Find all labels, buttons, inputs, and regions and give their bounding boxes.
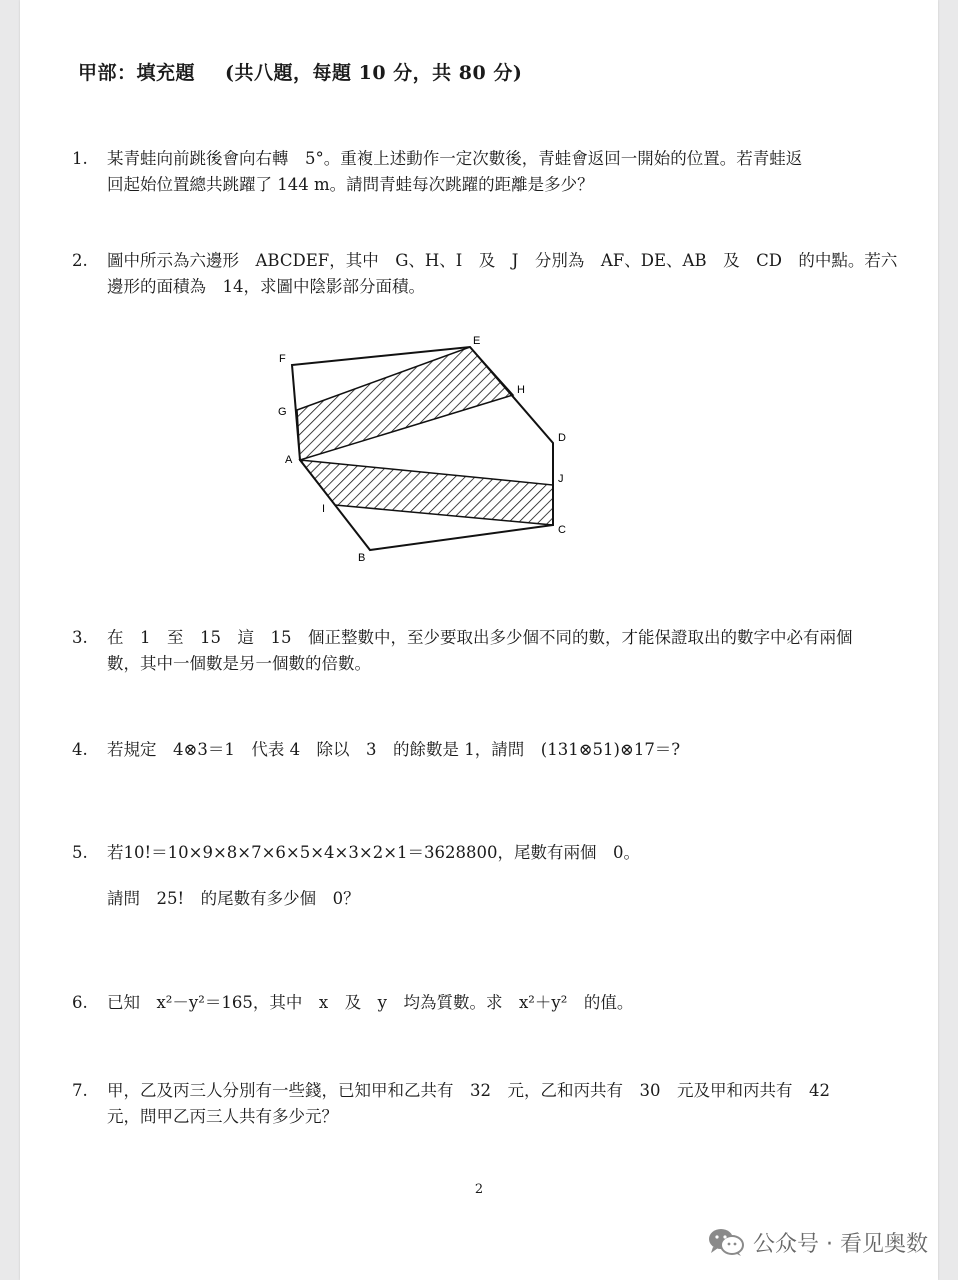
question-text-line: 回起始位置總共跳躍了 144 m。請問青蛙每次跳躍的距離是多少？ (107, 175, 594, 194)
shaded-region-lower (300, 460, 553, 525)
question-number: 5. (72, 843, 88, 862)
section-title: 甲部：填充題 (78, 62, 196, 84)
question-text-line: 某青蛙向前跳後會向右轉 5°。重複上述動作一定次數後，青蛙會返回一開始的位置。若青蛙返 (107, 149, 803, 168)
label-I: I (322, 503, 326, 515)
label-J: J (558, 473, 564, 485)
question-text-line: 在 1 至 15 這 15 個正整數中，至少要取出多少個不同的數，才能保證取出的數字中必有兩個 (107, 628, 853, 647)
question-text-line: 請問 25! 的尾數有多少個 0？ (107, 889, 360, 908)
question-1 (72, 146, 892, 198)
question-text-line: 元，問甲乙丙三人共有多少元？ (107, 1107, 338, 1126)
question-2 (72, 248, 898, 300)
question-text-line: 數，其中一個數是另一個數的倍數。 (107, 654, 371, 673)
question-3 (72, 625, 892, 677)
question-text-line: 已知 x²－y²＝165，其中 x 及 y 均為質數。求 x²＋y² 的值。 (107, 993, 634, 1012)
question-text-line: 若10!＝10×9×8×7×6×5×4×3×2×1＝3628800，尾數有兩個 0。 (107, 843, 641, 862)
label-D: D (558, 432, 566, 444)
question-number: 6. (72, 993, 88, 1012)
question-number: 2. (72, 251, 88, 270)
exam-page (20, 0, 938, 1280)
question-text-line: 邊形的面積為 14，求圖中陰影部分面積。 (107, 277, 425, 296)
wechat-icon (707, 1226, 745, 1258)
hexagon-diagram (270, 325, 600, 565)
hexagon-figure (270, 325, 600, 565)
question-5 (72, 840, 892, 912)
label-F: F (279, 353, 286, 365)
shaded-region-upper (297, 347, 513, 460)
watermark-text: 公众号 · 看见奥数 (753, 1231, 928, 1257)
section-subtitle: (共八題，每題 10 分，共 80 分) (225, 62, 523, 84)
section-heading (78, 58, 522, 85)
label-E: E (473, 335, 481, 347)
page-number: 2 (474, 1182, 484, 1197)
question-7 (72, 1078, 892, 1130)
question-text-line: 若規定 4⊗3＝1 代表 4 除以 3 的餘數是 1，請問 (131⊗51)⊗17＝? (107, 740, 681, 759)
label-H: H (517, 384, 525, 396)
watermark (707, 1226, 928, 1258)
question-number: 3. (72, 628, 88, 647)
question-number: 1. (72, 149, 88, 168)
label-C: C (558, 524, 566, 536)
label-A: A (285, 454, 293, 466)
question-text-line: 圖中所示為六邊形 ABCDEF，其中 G、H、I 及 J 分別為 AF、DE、AB 及 CD 的中點。若六 (107, 251, 898, 270)
label-G: G (278, 406, 287, 418)
question-text-line: 甲，乙及丙三人分別有一些錢，已知甲和乙共有 32 元，乙和丙共有 30 元及甲和丙共有 42 (107, 1081, 830, 1100)
question-number: 7. (72, 1081, 88, 1100)
question-6 (72, 990, 892, 1016)
question-number: 4. (72, 740, 88, 759)
question-4 (72, 737, 892, 763)
label-B: B (358, 552, 366, 564)
